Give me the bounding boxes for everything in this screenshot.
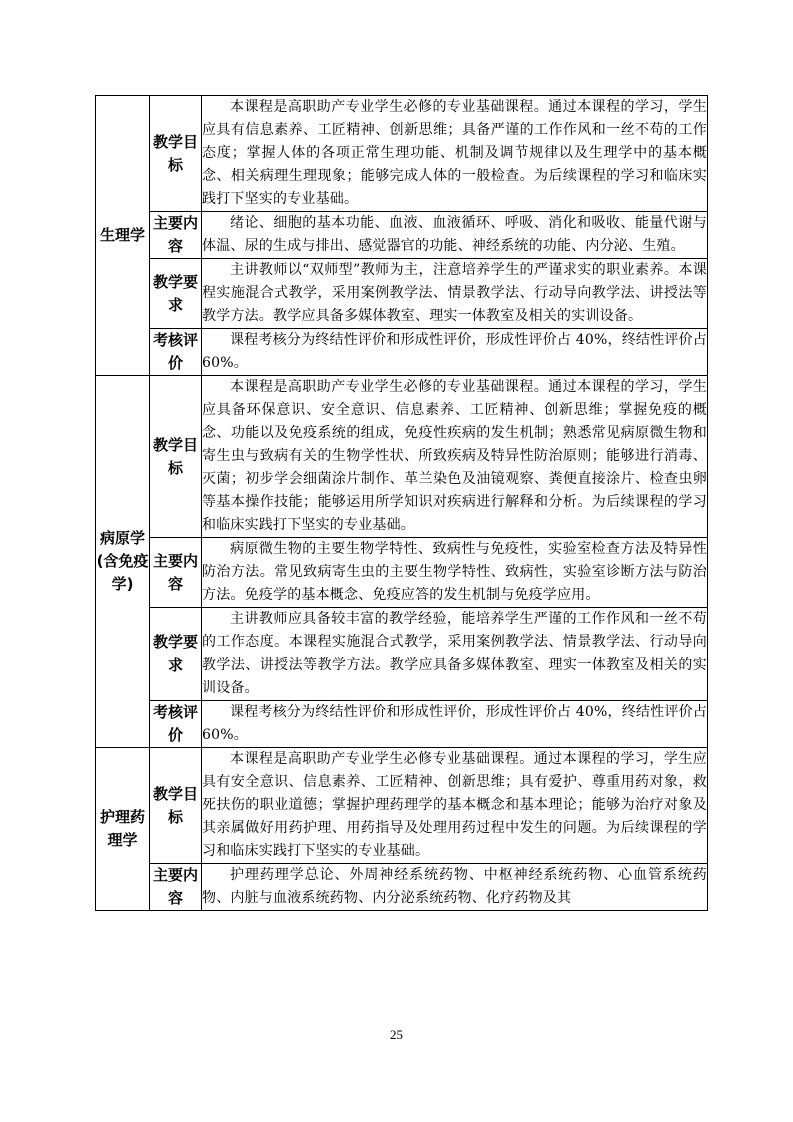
row-label-text: 教学目标 (152, 435, 198, 477)
row-text: 本课程是高职助产专业学生必修的专业基础课程。通过本课程的学习，学生应具有信息素养、工匠精神、创新思维；具备严谨的工作作风和一丝不苟的工作态度；掌握人体的各项正常生理功能、机制及调节规律以及生理学中的基本概念、相关病理生理现象；能够完成人体的一般检查。为后续课程的学习和临床实践打下坚实的专业基础。 (202, 96, 708, 212)
table-row (96, 864, 708, 911)
row-text: 本课程是高职助产专业学生必修的专业基础课程。通过本课程的学习，学生应具备环保意识、安全意识、信息素养、工匠精神、创新思维；掌握免疫的概念、功能以及免疫系统的组成，免疫性疾病的发生机制；熟悉常见病原微生物和寄生虫与致病有关的生物学性状、所致疾病及特异性防治原则；能够进行消毒、灭菌；初步学会细菌涂片制作、革兰染色及油镜观察、粪便直接涂片、检查虫卵等基本操作技能；能够运用所学知识对疾病进行解释和分析。为后续课程的学习和临床实践打下坚实的专业基础。 (202, 376, 708, 538)
row-label-text: 教学要求 (152, 633, 198, 674)
table-row (96, 748, 708, 864)
row-label (150, 748, 202, 864)
row-label (150, 701, 202, 748)
page-number: 25 (390, 1027, 403, 1042)
row-label (150, 538, 202, 608)
row-text: 主讲教师应具备较丰富的教学经验，能培养学生严谨的工作作风和一丝不苟的工作态度。本课程实施混合式教学，采用案例教学法、情景教学法、行动导向教学法、讲授法等教学方法。教学应具备多媒体教室、理实一体教室及相关的实训设备。 (202, 608, 708, 701)
course-name-pharmacology (96, 748, 150, 911)
table-row (96, 96, 708, 212)
table-row (96, 329, 708, 376)
row-label (150, 212, 202, 259)
row-label (150, 96, 202, 212)
row-label-text: 教学目标 (152, 784, 198, 826)
course-name-text: 护理药理学 (99, 808, 145, 849)
row-label-text: 教学要求 (152, 272, 198, 314)
course-name-pathogen (96, 376, 150, 748)
row-text: 本课程是高职助产专业学生必修专业基础课程。通过本课程的学习，学生应具有安全意识、信息素养、工匠精神、创新思维；具有爱护、尊重用药对象，救死扶伤的职业道德；掌握护理药理学的基本概念和基本理论；能够为治疗对象及其亲属做好用药护理、用药指导及处理用药过程中发生的问题。为后续课程的学习和临床实践打下坚实的专业基础。 (202, 748, 708, 864)
row-text: 课程考核分为终结性评价和形成性评价，形成性评价占 40%，终结性评价占 60%。 (202, 329, 708, 376)
row-label-text: 考核评价 (152, 703, 198, 744)
row-label (150, 259, 202, 329)
course-name-text: 生理学 (99, 226, 145, 244)
course-name-physiology (96, 96, 150, 376)
row-text: 主讲教师以“双师型”教师为主，注意培养学生的严谨求实的职业素养。本课程实施混合式教学，采用案例教学法、情景教学法、行动导向教学法、讲授法等教学方法。教学应具备多媒体教室、理实一体教室及相关的实训设备。 (202, 259, 708, 329)
row-label-text: 主要内容 (152, 551, 198, 593)
row-text: 护理药理学总论、外周神经系统药物、中枢神经系统药物、心血管系统药物、内脏与血液系统药物、内分泌系统药物、化疗药物及其 (202, 864, 708, 911)
table-row (96, 212, 708, 259)
row-text: 绪论、细胞的基本功能、血液、血液循环、呼吸、消化和吸收、能量代谢与体温、尿的生成与排出、感觉器官的功能、神经系统的功能、内分泌、生殖。 (202, 212, 708, 259)
row-label-text: 教学目标 (152, 132, 198, 174)
row-text: 病原微生物的主要生物学特性、致病性与免疫性，实验室检查方法及特异性防治方法。常见致病寄生虫的主要生物学特性、致病性，实验室诊断方法与防治方法。免疫学的基本概念、免疫应答的发生机制与免疫学应用。 (202, 538, 708, 608)
row-label (150, 864, 202, 911)
table-row (96, 701, 708, 748)
row-label-text: 主要内容 (152, 866, 198, 907)
row-text: 课程考核分为终结性评价和形成性评价，形成性评价占 40%，终结性评价占 60%。 (202, 701, 708, 748)
course-name-text: 病原学(含免疫学) (96, 529, 149, 593)
table-row (96, 608, 708, 701)
row-label (150, 608, 202, 701)
course-table (95, 95, 708, 911)
row-label-text: 考核评价 (152, 331, 198, 372)
row-label-text: 主要内容 (152, 214, 198, 255)
row-label (150, 376, 202, 538)
table-row (96, 376, 708, 538)
table-row (96, 259, 708, 329)
table-row (96, 538, 708, 608)
row-label (150, 329, 202, 376)
